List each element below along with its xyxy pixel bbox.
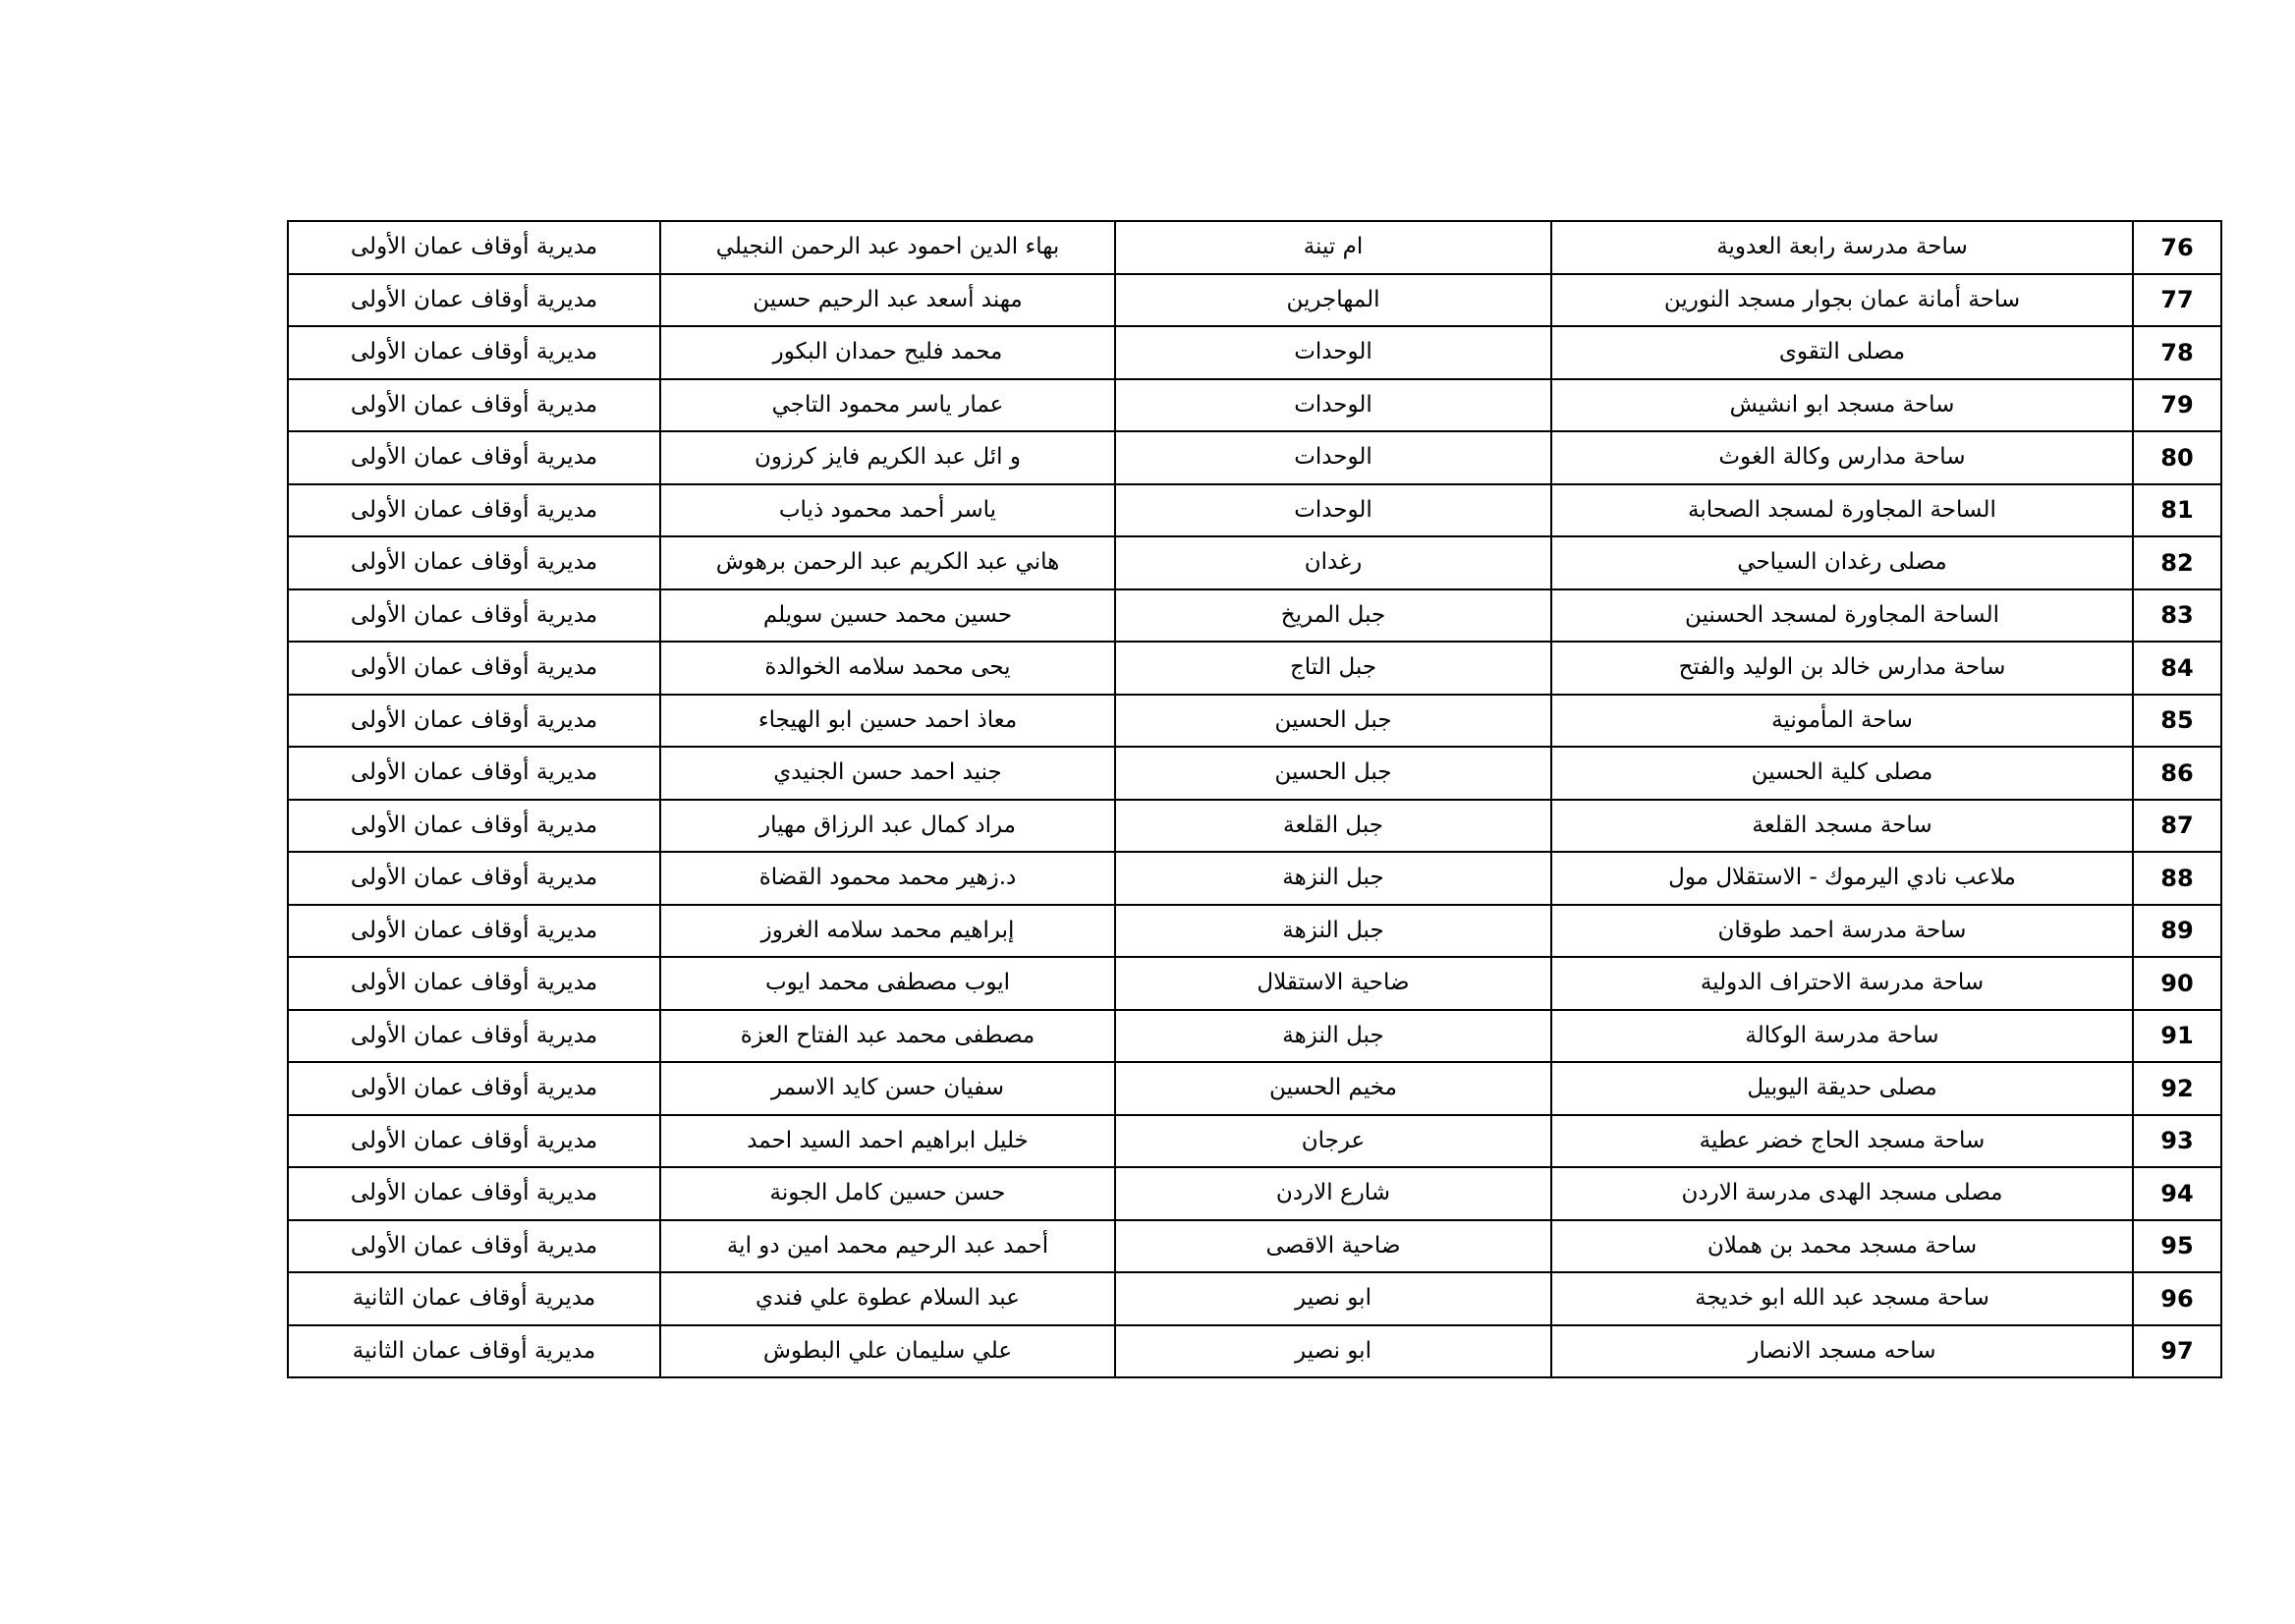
row-number-cell: 84 [2133, 642, 2221, 695]
row-number-cell: 80 [2133, 431, 2221, 484]
directorate-cell: مديرية أوقاف عمان الأولى [288, 379, 660, 432]
area-cell: جبل التاج [1115, 642, 1551, 695]
row-number-cell: 93 [2133, 1115, 2221, 1168]
area-cell: رغدان [1115, 536, 1551, 589]
site-name-cell: ساحة مدارس وكالة الغوث [1551, 431, 2133, 484]
area-cell: شارع الاردن [1115, 1167, 1551, 1220]
area-cell: عرجان [1115, 1115, 1551, 1168]
area-cell: جبل النزهة [1115, 1010, 1551, 1063]
imam-name-cell: حسين محمد حسين سويلم [660, 589, 1115, 643]
imam-name-cell: د.زهير محمد محمود القضاة [660, 852, 1115, 905]
row-number-cell: 91 [2133, 1010, 2221, 1063]
row-number-cell: 96 [2133, 1272, 2221, 1325]
table-body [288, 221, 2221, 1377]
area-cell: جبل الحسين [1115, 695, 1551, 748]
site-name-cell: الساحة المجاورة لمسجد الصحابة [1551, 484, 2133, 537]
directorate-cell: مديرية أوقاف عمان الأولى [288, 1062, 660, 1115]
imam-name-cell: مصطفى محمد عبد الفتاح العزة [660, 1010, 1115, 1063]
area-cell: جبل القلعة [1115, 800, 1551, 853]
site-name-cell: ساحة مسجد ابو انشيش [1551, 379, 2133, 432]
site-name-cell: ساحة مدرسة الاحتراف الدولية [1551, 957, 2133, 1010]
table-row [288, 274, 2221, 327]
area-cell: ضاحية الاقصى [1115, 1220, 1551, 1273]
row-number-cell: 78 [2133, 326, 2221, 379]
directorate-cell: مديرية أوقاف عمان الأولى [288, 642, 660, 695]
row-number-cell: 76 [2133, 221, 2221, 274]
row-number-cell: 83 [2133, 589, 2221, 643]
directorate-cell: مديرية أوقاف عمان الأولى [288, 221, 660, 274]
site-name-cell: ساحة مسجد الحاج خضر عطية [1551, 1115, 2133, 1168]
area-cell: جبل الحسين [1115, 747, 1551, 800]
area-cell: جبل النزهة [1115, 905, 1551, 958]
row-number-cell: 86 [2133, 747, 2221, 800]
imam-name-cell: معاذ احمد حسين ابو الهيجاء [660, 695, 1115, 748]
area-cell: ضاحية الاستقلال [1115, 957, 1551, 1010]
row-number-cell: 89 [2133, 905, 2221, 958]
site-name-cell: مصلى حديقة اليوبيل [1551, 1062, 2133, 1115]
imam-name-cell: عبد السلام عطوة علي فندي [660, 1272, 1115, 1325]
area-cell: الوحدات [1115, 326, 1551, 379]
directorate-cell: مديرية أوقاف عمان الثانية [288, 1325, 660, 1378]
table-row [288, 905, 2221, 958]
row-number-cell: 85 [2133, 695, 2221, 748]
imam-name-cell: سفيان حسن كايد الاسمر [660, 1062, 1115, 1115]
prayer-sites-table [287, 220, 2222, 1378]
imam-name-cell: علي سليمان علي البطوش [660, 1325, 1115, 1378]
site-name-cell: ساحة أمانة عمان بجوار مسجد النورين [1551, 274, 2133, 327]
imam-name-cell: حسن حسين كامل الجونة [660, 1167, 1115, 1220]
table-row [288, 747, 2221, 800]
site-name-cell: مصلى التقوى [1551, 326, 2133, 379]
imam-name-cell: بهاء الدين احمود عبد الرحمن النجيلي [660, 221, 1115, 274]
directorate-cell: مديرية أوقاف عمان الأولى [288, 1115, 660, 1168]
site-name-cell: ساحة مسجد القلعة [1551, 800, 2133, 853]
site-name-cell: ملاعب نادي اليرموك - الاستقلال مول [1551, 852, 2133, 905]
directorate-cell: مديرية أوقاف عمان الثانية [288, 1272, 660, 1325]
imam-name-cell: ياسر أحمد محمود ذياب [660, 484, 1115, 537]
imam-name-cell: جنيد احمد حسن الجنيدي [660, 747, 1115, 800]
table-row [288, 1167, 2221, 1220]
imam-name-cell: إبراهيم محمد سلامه الغروز [660, 905, 1115, 958]
directorate-cell: مديرية أوقاف عمان الأولى [288, 326, 660, 379]
directorate-cell: مديرية أوقاف عمان الأولى [288, 1220, 660, 1273]
site-name-cell: ساحة مسجد عبد الله ابو خديجة [1551, 1272, 2133, 1325]
directorate-cell: مديرية أوقاف عمان الأولى [288, 957, 660, 1010]
area-cell: الوحدات [1115, 484, 1551, 537]
imam-name-cell: محمد فليح حمدان البكور [660, 326, 1115, 379]
area-cell: المهاجرين [1115, 274, 1551, 327]
table-row [288, 1010, 2221, 1063]
table-row [288, 957, 2221, 1010]
directorate-cell: مديرية أوقاف عمان الأولى [288, 431, 660, 484]
site-name-cell: ساحة مسجد محمد بن هملان [1551, 1220, 2133, 1273]
directorate-cell: مديرية أوقاف عمان الأولى [288, 536, 660, 589]
directorate-cell: مديرية أوقاف عمان الأولى [288, 852, 660, 905]
row-number-cell: 94 [2133, 1167, 2221, 1220]
site-name-cell: ساحة مدرسة رابعة العدوية [1551, 221, 2133, 274]
area-cell: الوحدات [1115, 431, 1551, 484]
row-number-cell: 81 [2133, 484, 2221, 537]
site-name-cell: ساحة مدرسة الوكالة [1551, 1010, 2133, 1063]
table-row [288, 1062, 2221, 1115]
table-row [288, 852, 2221, 905]
table-row [288, 1115, 2221, 1168]
row-number-cell: 95 [2133, 1220, 2221, 1273]
area-cell: ابو نصير [1115, 1325, 1551, 1378]
directorate-cell: مديرية أوقاف عمان الأولى [288, 905, 660, 958]
imam-name-cell: و ائل عبد الكريم فايز كرزون [660, 431, 1115, 484]
table-row [288, 589, 2221, 643]
directorate-cell: مديرية أوقاف عمان الأولى [288, 1167, 660, 1220]
table-row [288, 800, 2221, 853]
table-row [288, 326, 2221, 379]
row-number-cell: 90 [2133, 957, 2221, 1010]
table-row [288, 536, 2221, 589]
site-name-cell: ساحة المأمونية [1551, 695, 2133, 748]
table-row [288, 1325, 2221, 1378]
row-number-cell: 82 [2133, 536, 2221, 589]
site-name-cell: مصلى مسجد الهدى مدرسة الاردن [1551, 1167, 2133, 1220]
site-name-cell: مصلى رغدان السياحي [1551, 536, 2133, 589]
imam-name-cell: عمار ياسر محمود التاجي [660, 379, 1115, 432]
imam-name-cell: يحى محمد سلامه الخوالدة [660, 642, 1115, 695]
table-row [288, 695, 2221, 748]
directorate-cell: مديرية أوقاف عمان الأولى [288, 747, 660, 800]
directorate-cell: مديرية أوقاف عمان الأولى [288, 274, 660, 327]
directorate-cell: مديرية أوقاف عمان الأولى [288, 1010, 660, 1063]
area-cell: الوحدات [1115, 379, 1551, 432]
row-number-cell: 97 [2133, 1325, 2221, 1378]
area-cell: ابو نصير [1115, 1272, 1551, 1325]
imam-name-cell: أحمد عبد الرحيم محمد امين دو اية [660, 1220, 1115, 1273]
site-name-cell: مصلى كلية الحسين [1551, 747, 2133, 800]
imam-name-cell: هاني عبد الكريم عبد الرحمن برهوش [660, 536, 1115, 589]
site-name-cell: ساحه مسجد الانصار [1551, 1325, 2133, 1378]
row-number-cell: 79 [2133, 379, 2221, 432]
row-number-cell: 92 [2133, 1062, 2221, 1115]
area-cell: ام تينة [1115, 221, 1551, 274]
table-row [288, 1220, 2221, 1273]
table-row [288, 1272, 2221, 1325]
imam-name-cell: ايوب مصطفى محمد ايوب [660, 957, 1115, 1010]
directorate-cell: مديرية أوقاف عمان الأولى [288, 800, 660, 853]
area-cell: مخيم الحسين [1115, 1062, 1551, 1115]
table-row [288, 484, 2221, 537]
site-name-cell: ساحة مدرسة احمد طوقان [1551, 905, 2133, 958]
row-number-cell: 77 [2133, 274, 2221, 327]
area-cell: جبل النزهة [1115, 852, 1551, 905]
table-row [288, 379, 2221, 432]
row-number-cell: 87 [2133, 800, 2221, 853]
table-row [288, 642, 2221, 695]
site-name-cell: ساحة مدارس خالد بن الوليد والفتح [1551, 642, 2133, 695]
imam-name-cell: خليل ابراهيم احمد السيد احمد [660, 1115, 1115, 1168]
directorate-cell: مديرية أوقاف عمان الأولى [288, 695, 660, 748]
area-cell: جبل المريخ [1115, 589, 1551, 643]
imam-name-cell: مهند أسعد عبد الرحيم حسين [660, 274, 1115, 327]
site-name-cell: الساحة المجاورة لمسجد الحسنين [1551, 589, 2133, 643]
directorate-cell: مديرية أوقاف عمان الأولى [288, 484, 660, 537]
directorate-cell: مديرية أوقاف عمان الأولى [288, 589, 660, 643]
row-number-cell: 88 [2133, 852, 2221, 905]
table-row [288, 431, 2221, 484]
table-row [288, 221, 2221, 274]
imam-name-cell: مراد كمال عبد الرزاق مهيار [660, 800, 1115, 853]
